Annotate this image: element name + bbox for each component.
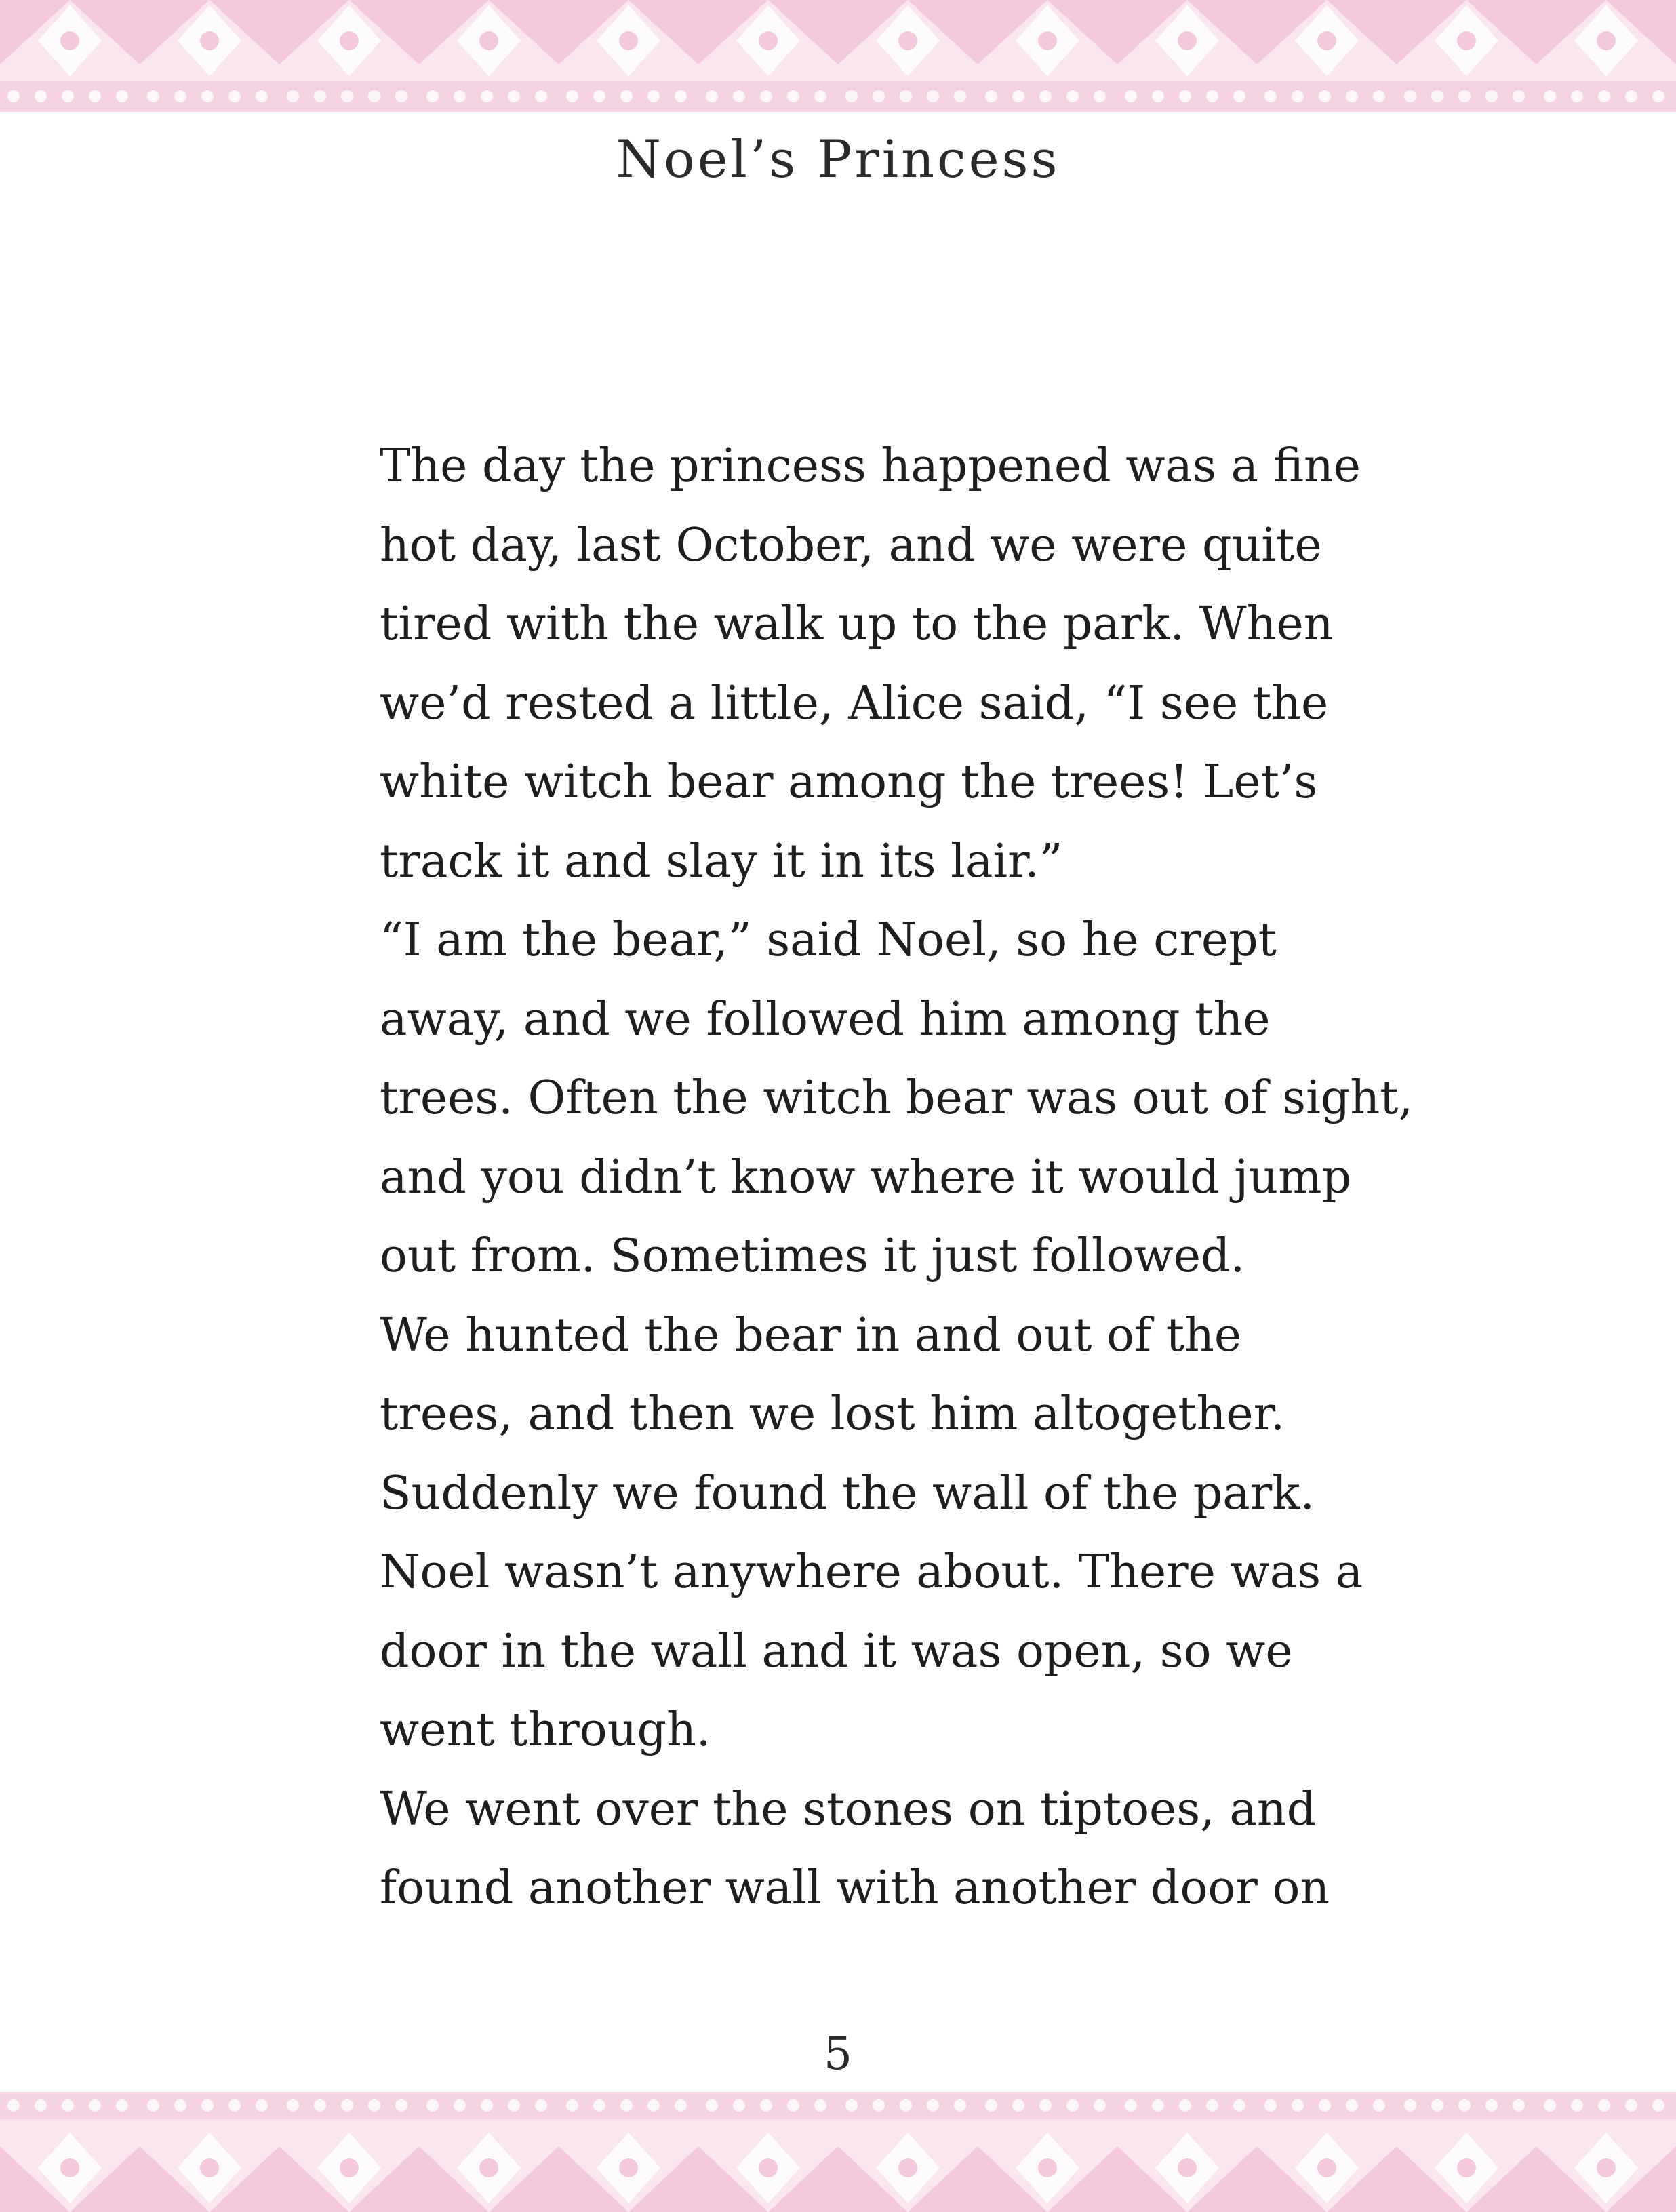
text-line: We went over the stones on tiptoes, and	[380, 1782, 1317, 1836]
text-line: found another wall with another door on	[380, 1861, 1330, 1915]
text-line: Noel wasn’t anywhere about. There was a	[380, 1545, 1363, 1599]
top-lace-pattern	[0, 0, 1676, 112]
text-line: went through.	[380, 1703, 711, 1757]
text-line: trees. Often the witch bear was out of sight,	[380, 1071, 1414, 1125]
text-line: out from. Sometimes it just followed.	[380, 1229, 1245, 1283]
text-line: away, and we followed him among the	[380, 992, 1271, 1046]
paragraph	[324, 1771, 1450, 1929]
bottom-lace-pattern	[0, 2092, 1676, 2212]
text-line: “I am the bear,” said Noel, so he crept	[380, 913, 1277, 967]
text-line: track it and slay it in its lair.”	[380, 834, 1063, 888]
text-line: white witch bear among the trees! Let’s	[380, 755, 1318, 809]
text-line: We hunted the bear in and out of the	[380, 1308, 1242, 1362]
top-lace-border	[0, 0, 1676, 112]
paragraph	[324, 901, 1450, 1297]
text-line: tired with the walk up to the park. When	[380, 597, 1334, 651]
text-line: Suddenly we found the wall of the park.	[380, 1466, 1315, 1520]
text-line: The day the princess happened was a fine	[380, 439, 1361, 493]
running-title: Noel’s Princess	[616, 129, 1060, 189]
bottom-lace-border	[0, 2092, 1676, 2212]
story-text	[324, 427, 1450, 1929]
text-line: hot day, last October, and we were quite	[380, 518, 1322, 572]
paragraph	[324, 427, 1450, 901]
text-line: and you didn’t know where it would jump	[380, 1150, 1352, 1204]
page-number: 5	[824, 2028, 852, 2080]
paragraph	[324, 1297, 1450, 1771]
text-line: we’d rested a little, Alice said, “I see the	[380, 676, 1329, 730]
text-line: trees, and then we lost him altogether.	[380, 1387, 1285, 1441]
text-line: door in the wall and it was open, so we	[380, 1624, 1293, 1678]
